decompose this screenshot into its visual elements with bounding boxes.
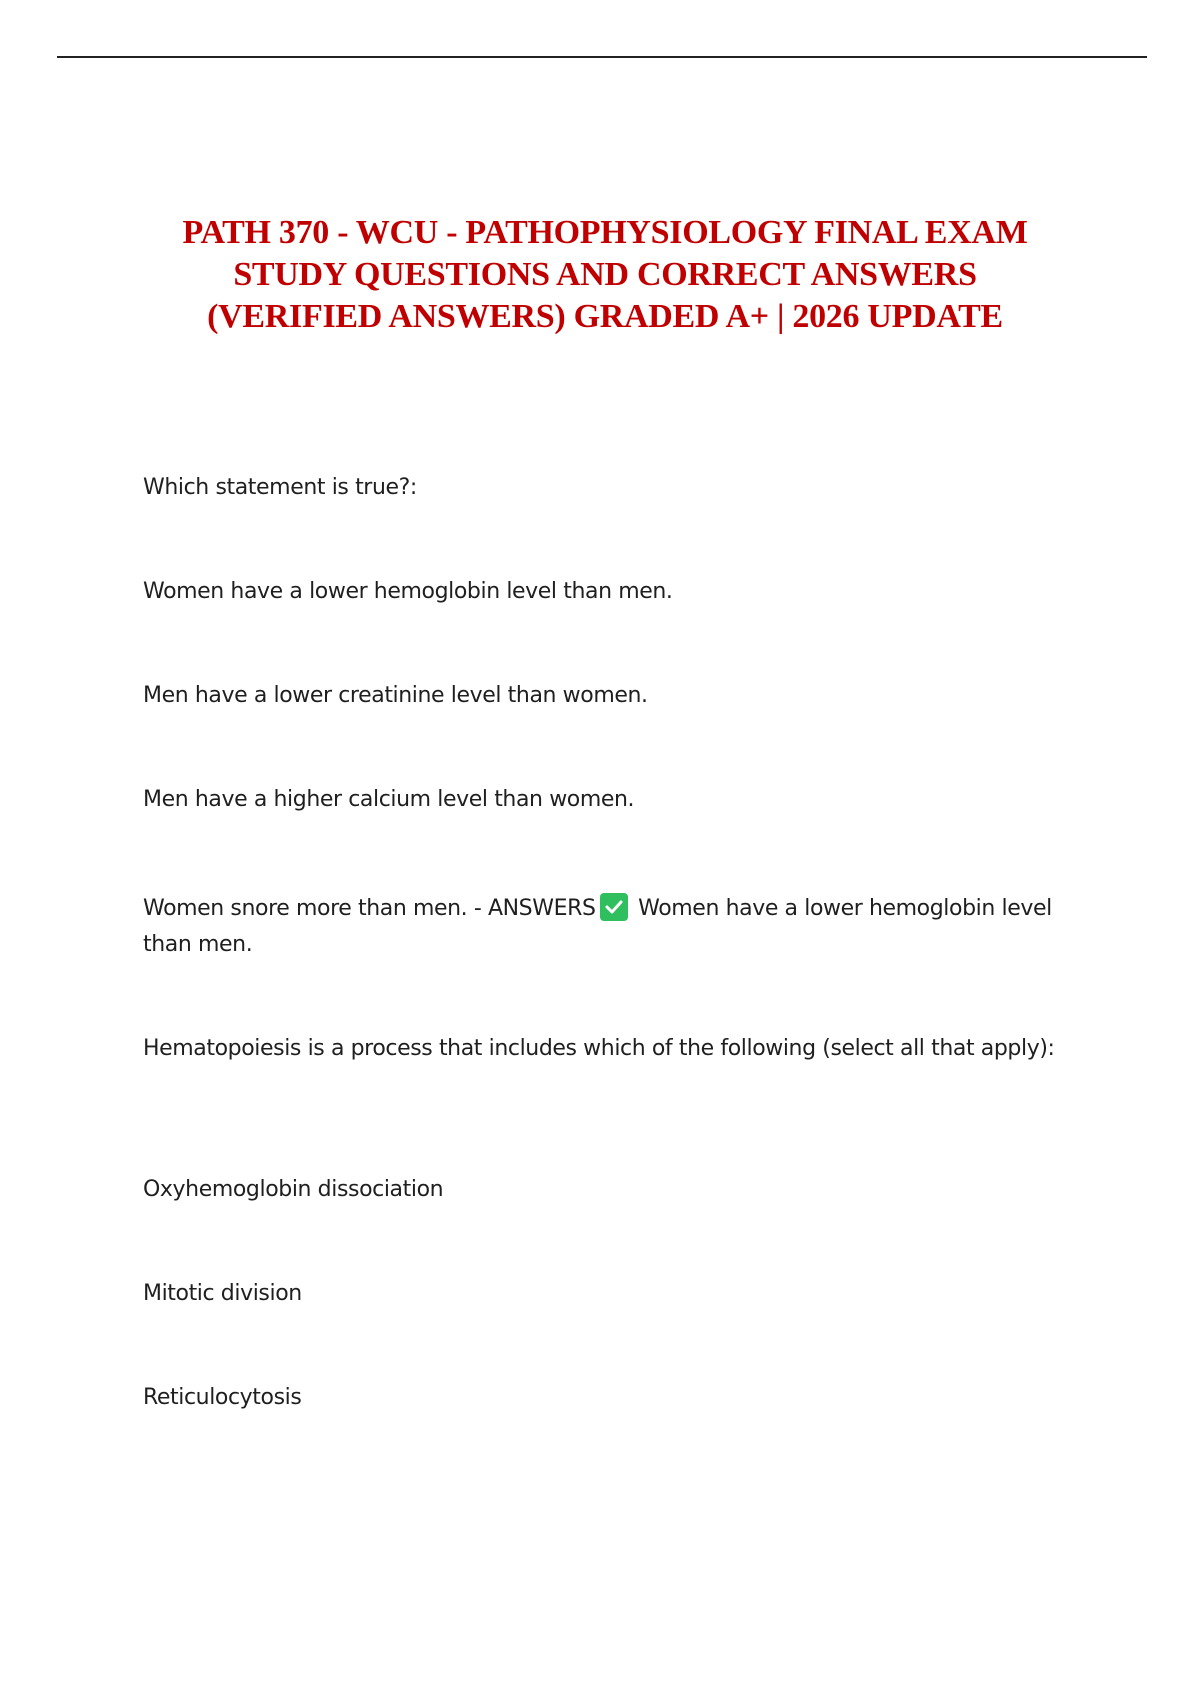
question-1-option-2: Men have a lower creatinine level than women. [143,683,648,708]
answer-prefix: Women snore more than men. - ANSWERS [143,896,596,921]
question-1-answer [143,891,1063,963]
check-mark-icon [600,893,628,921]
question-2-option-1: Oxyhemoglobin dissociation [143,1177,444,1202]
title-line-3: (VERIFIED ANSWERS) GRADED A+ | 2026 UPDATE [207,298,1003,335]
question-2-text: Hematopoiesis is a process that includes which of the following (select all that apply): [143,1036,1055,1061]
header-rule [57,56,1147,58]
answer-text: Women have a lower hemoglobin level than men. [143,896,1052,957]
question-1-option-1: Women have a lower hemoglobin level than men. [143,579,673,604]
title-line-2: STUDY QUESTIONS AND CORRECT ANSWERS [233,256,977,293]
title-line-1: PATH 370 - WCU - PATHOPHYSIOLOGY FINAL EXAM [182,214,1028,251]
question-1-text: Which statement is true?: [143,475,417,500]
question-2-option-2: Mitotic division [143,1281,302,1306]
question-2-option-3: Reticulocytosis [143,1385,302,1410]
question-1-option-3: Men have a higher calcium level than women. [143,787,635,812]
document-title [100,212,1110,338]
